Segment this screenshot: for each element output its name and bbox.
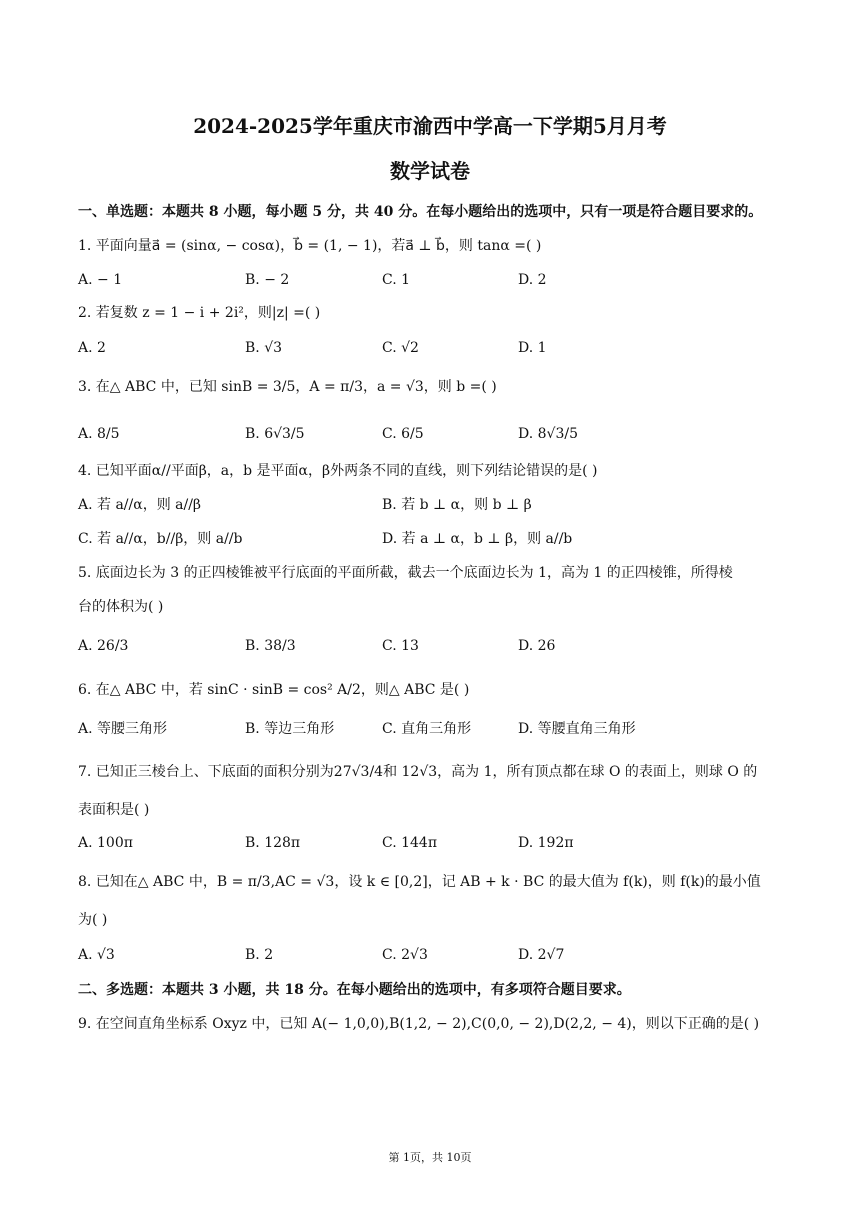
question-3: 3. 在△ ABC 中，已知 sinB = 3/5，A = π/3，a = √3，则 b =( )	[78, 379, 497, 395]
q1-option-b: B. − 2	[245, 272, 290, 288]
question-5-line-2: 台的体积为( )	[78, 599, 164, 615]
q8-option-c: C. 2√3	[382, 947, 428, 963]
q4-option-b: B. 若 b ⊥ α，则 b ⊥ β	[382, 497, 532, 513]
q3-option-a: A. 8/5	[78, 426, 120, 442]
q3-option-c: C. 6/5	[382, 426, 424, 442]
question-1: 1. 平面向量a⃗ = (sinα, − cosα)，b⃗ = (1, − 1)，若a⃗ ⊥ b⃗，则 tanα =( )	[78, 238, 542, 254]
q8-option-b: B. 2	[245, 947, 274, 963]
q3-option-d: D. 8√3/5	[518, 426, 578, 442]
question-9: 9. 在空间直角坐标系 Oxyz 中，已知 A(− 1,0,0),B(1,2, − 2),C(0,0, − 2),D(2,2, − 4)，则以下正确的是( )	[78, 1016, 760, 1032]
q6-option-b: B. 等边三角形	[245, 721, 335, 737]
q7-option-b: B. 128π	[245, 835, 301, 851]
question-7-line-2: 表面积是( )	[78, 802, 150, 818]
q7-option-a: A. 100π	[78, 835, 133, 851]
q6-option-c: C. 直角三角形	[382, 721, 472, 737]
q5-option-b: B. 38/3	[245, 638, 296, 654]
question-5-line-1: 5. 底面边长为 3 的正四棱锥被平行底面的平面所截，截去一个底面边长为 1，高为 1 的正四棱锥，所得棱	[78, 565, 733, 581]
q5-option-c: C. 13	[382, 638, 419, 654]
q2-option-b: B. √3	[245, 340, 283, 356]
q6-option-d: D. 等腰直角三角形	[518, 721, 636, 737]
q6-option-a: A. 等腰三角形	[78, 721, 168, 737]
section-heading-single-choice: 一、单选题：本题共 8 小题，每小题 5 分，共 40 分。在每小题给出的选项中，只有一项是符合题目要求的。	[78, 204, 763, 220]
q2-option-c: C. √2	[382, 340, 419, 356]
q5-option-d: D. 26	[518, 638, 556, 654]
question-2: 2. 若复数 z = 1 − i + 2i²，则|z| =( )	[78, 305, 321, 321]
q7-option-c: C. 144π	[382, 835, 438, 851]
question-6: 6. 在△ ABC 中，若 sinC · sinB = cos² A/2，则△ ABC 是( )	[78, 682, 470, 698]
q3-option-b: B. 6√3/5	[245, 426, 305, 442]
q4-option-c: C. 若 a//α，b//β，则 a//b	[78, 531, 243, 547]
question-8-line-1: 8. 已知在△ ABC 中，B = π/3,AC = √3，设 k ∈ [0,2]，记 AB + k · BC 的最大值为 f(k)，则 f(k)的最小值	[78, 874, 761, 890]
question-4: 4. 已知平面α//平面β，a，b 是平面α，β外两条不同的直线，则下列结论错误的是( )	[78, 463, 598, 479]
q1-option-d: D. 2	[518, 272, 547, 288]
q1-option-c: C. 1	[382, 272, 411, 288]
q2-option-a: A. 2	[78, 340, 106, 356]
q4-option-a: A. 若 a//α，则 a//β	[78, 497, 202, 513]
q2-option-d: D. 1	[518, 340, 547, 356]
q1-option-a: A. − 1	[78, 272, 123, 288]
q7-option-d: D. 192π	[518, 835, 574, 851]
page-footer: 第 1页，共 10页	[388, 1151, 472, 1164]
section-heading-multi-choice: 二、多选题：本题共 3 小题，共 18 分。在每小题给出的选项中，有多项符合题目要求。	[78, 982, 631, 998]
question-8-line-2: 为( )	[78, 912, 108, 928]
q5-option-a: A. 26/3	[78, 638, 129, 654]
question-7-line-1: 7. 已知正三棱台上、下底面的面积分别为27√3/4和 12√3，高为 1，所有顶点都在球 O 的表面上，则球 O 的	[78, 764, 758, 780]
q4-option-d: D. 若 a ⊥ α，b ⊥ β，则 a//b	[382, 531, 573, 547]
q8-option-a: A. √3	[78, 947, 115, 963]
q8-option-d: D. 2√7	[518, 947, 565, 963]
page-subtitle: 数学试卷	[390, 159, 470, 183]
page-title: 2024-2025学年重庆市渝西中学高一下学期5月月考	[193, 114, 667, 138]
